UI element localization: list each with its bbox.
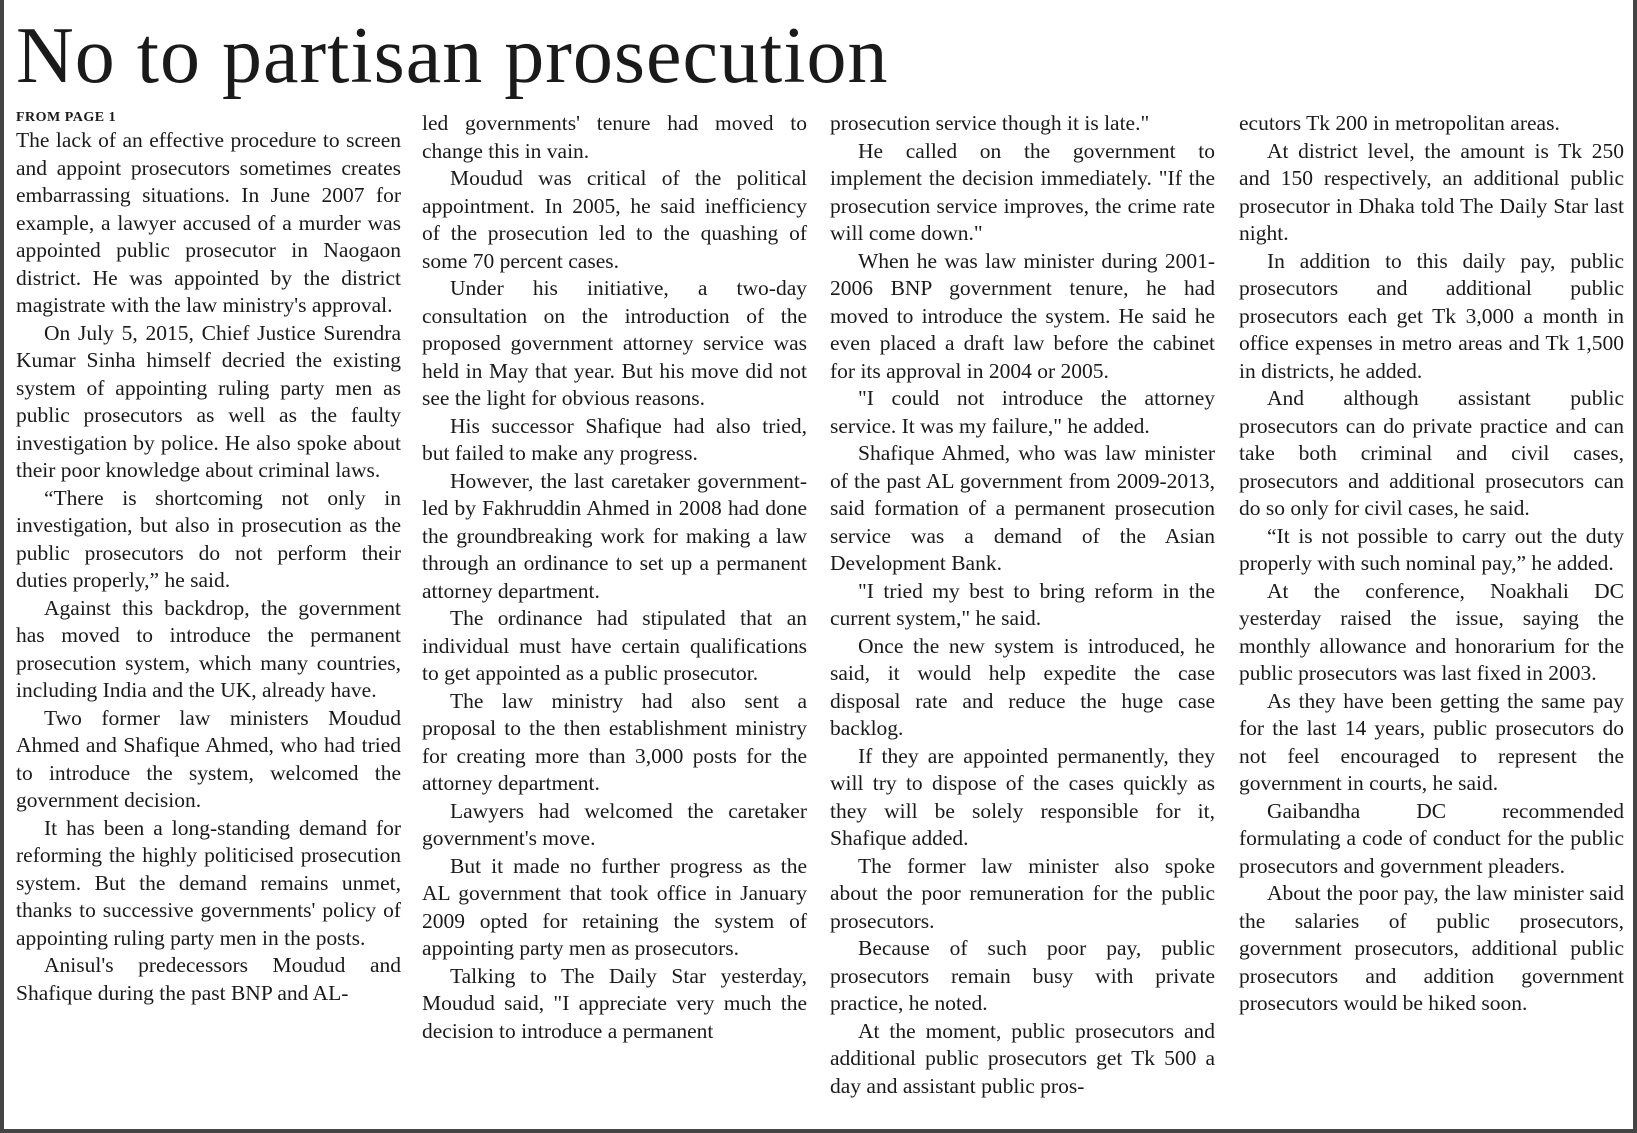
paragraph: However, the last caretaker government-led by Fakhruddin Ahmed in 2008 had done the groundbreaking work for making a law through an ordinance to set up a permanent attorney department.	[422, 468, 807, 603]
paragraph: Talking to The Daily Star yesterday, Moudud said, "I appreciate very much the decision to introduce a permanent	[422, 963, 807, 1043]
paragraph: The ordinance had stipulated that an individual must have certain qualifications to get appointed as a public prosecutor.	[422, 606, 807, 685]
paragraph: ecutors Tk 200 in metropolitan areas.	[1239, 111, 1560, 135]
paragraph: But it made no further progress as the AL government that took office in January 2009 opted for retaining the system of appointing party men as prosecutors.	[422, 853, 807, 960]
paragraph: “There is shortcoming not only in investigation, but also in prosecution as the public prosecutors do not perform their duties properly,” he said.	[16, 485, 401, 592]
paragraph: His successor Shafique had also tried, but failed to make any progress.	[422, 413, 807, 465]
paragraph: "I tried my best to bring reform in the current system," he said.	[830, 578, 1215, 630]
paragraph: In addition to this daily pay, public prosecutors and additional public prosecutors each get Tk 3,000 a month in office expenses in metro areas and Tk 1,500 in districts, he added.	[1239, 248, 1624, 383]
paragraph: Moudud was critical of the political appointment. In 2005, he said inefficiency of the prosecution led to the quashing of some 70 percent cases.	[422, 166, 807, 273]
paragraph: led governments' tenure had moved to change this in vain.	[422, 111, 807, 163]
bottom-border	[0, 1129, 1637, 1133]
paragraph: On July 5, 2015, Chief Justice Surendra Kumar Sinha himself decried the existing system of appointing ruling party men as public prosecutors as well as the faulty investigation by police. He also spoke about their poor knowledge about criminal laws.	[16, 320, 401, 482]
paragraph: Under his initiative, a two-day consultation on the introduction of the proposed government attorney service was held in May that year. But his move did not see the light for obvious reasons.	[422, 276, 807, 410]
paragraph: At the moment, public prosecutors and additional public prosecutors get Tk 500 a day and assistant public pros-	[830, 1018, 1215, 1098]
headline: No to partisan prosecution	[16, 12, 889, 100]
paragraph: And although assistant public prosecutors can do private practice and can take both criminal and civil cases, prosecutors and additional prosecutors can do so only for civil cases, he said.	[1239, 386, 1624, 520]
paragraph: When he was law minister during 2001-2006 BNP government tenure, he had moved to introduce the system. He said he even placed a draft law before the cabinet for its approval in 2004 or 2005.	[830, 248, 1215, 383]
paragraph: The lack of an effective procedure to screen and appoint prosecutors sometimes creates embarrassing situations. In June 2007 for example, a lawyer accused of a murder was appointed public prosecutor in Naogaon district. He was appointed by the district magistrate with the law ministry's approval.	[16, 128, 401, 317]
left-border	[0, 0, 4, 1133]
article-column-3	[830, 110, 1215, 1125]
paragraph: “It is not possible to carry out the duty properly with such nominal pay,” he added.	[1239, 523, 1624, 575]
article-column-4	[1239, 110, 1624, 1125]
paragraph: Lawyers had welcomed the caretaker government's move.	[422, 798, 807, 850]
paragraph: The law ministry had also sent a proposal to the then establishment ministry for creating more than 3,000 posts for the attorney department.	[422, 688, 807, 795]
paragraph: Against this backdrop, the government has moved to introduce the permanent prosecution system, which many countries, including India and the UK, already have.	[16, 595, 401, 702]
paragraph: Anisul's predecessors Moudud and Shafique during the past BNP and AL-	[16, 953, 401, 1005]
paragraph: He called on the government to implement the decision immediately. "If the prosecution service improves, the crime rate will come down."	[830, 138, 1215, 245]
paragraph: It has been a long-standing demand for reforming the highly politicised prosecution system. But the demand remains unmet, thanks to successive governments' policy of appointing ruling party men in the posts.	[16, 815, 401, 950]
paragraph: "I could not introduce the attorney service. It was my failure," he added.	[830, 386, 1215, 438]
paragraph: About the poor pay, the law minister said the salaries of public prosecutors, government prosecutors, additional public prosecutors and addition government prosecutors would be hiked soon.	[1239, 881, 1624, 1015]
paragraph: If they are appointed permanently, they will try to dispose of the cases quickly as they will be solely responsible for it, Shafique added.	[830, 743, 1215, 850]
paragraph: Shafique Ahmed, who was law minister of the past AL government from 2009-2013, said formation of a permanent prosecution service was a demand of the Asian Development Bank.	[830, 441, 1215, 575]
paragraph: As they have been getting the same pay for the last 14 years, public prosecutors do not feel encouraged to represent the government in courts, he said.	[1239, 688, 1624, 795]
article-column-1	[16, 110, 401, 1125]
paragraph: At the conference, Noakhali DC yesterday raised the issue, saying the monthly allowance and honorarium for the public prosecutors was last fixed in 2003.	[1239, 578, 1624, 685]
paragraph: Two former law ministers Moudud Ahmed and Shafique Ahmed, who had tried to introduce the system, welcomed the government decision.	[16, 705, 401, 812]
paragraph: prosecution service though it is late."	[830, 111, 1150, 135]
paragraph: Gaibandha DC recommended formulating a code of conduct for the public prosecutors and government pleaders.	[1239, 798, 1624, 878]
right-border	[1633, 0, 1637, 1133]
paragraph: Because of such poor pay, public prosecutors remain busy with private practice, he noted.	[830, 936, 1215, 1015]
kicker: FROM PAGE 1	[16, 110, 117, 125]
paragraph: The former law minister also spoke about the poor remuneration for the public prosecutors.	[830, 853, 1215, 933]
paragraph: At district level, the amount is Tk 250 and 150 respectively, an additional public prosecutor in Dhaka told The Daily Star last night.	[1239, 138, 1624, 245]
paragraph: Once the new system is introduced, he said, it would help expedite the case disposal rate and reduce the huge case backlog.	[830, 633, 1215, 740]
article-column-2	[422, 110, 807, 1125]
